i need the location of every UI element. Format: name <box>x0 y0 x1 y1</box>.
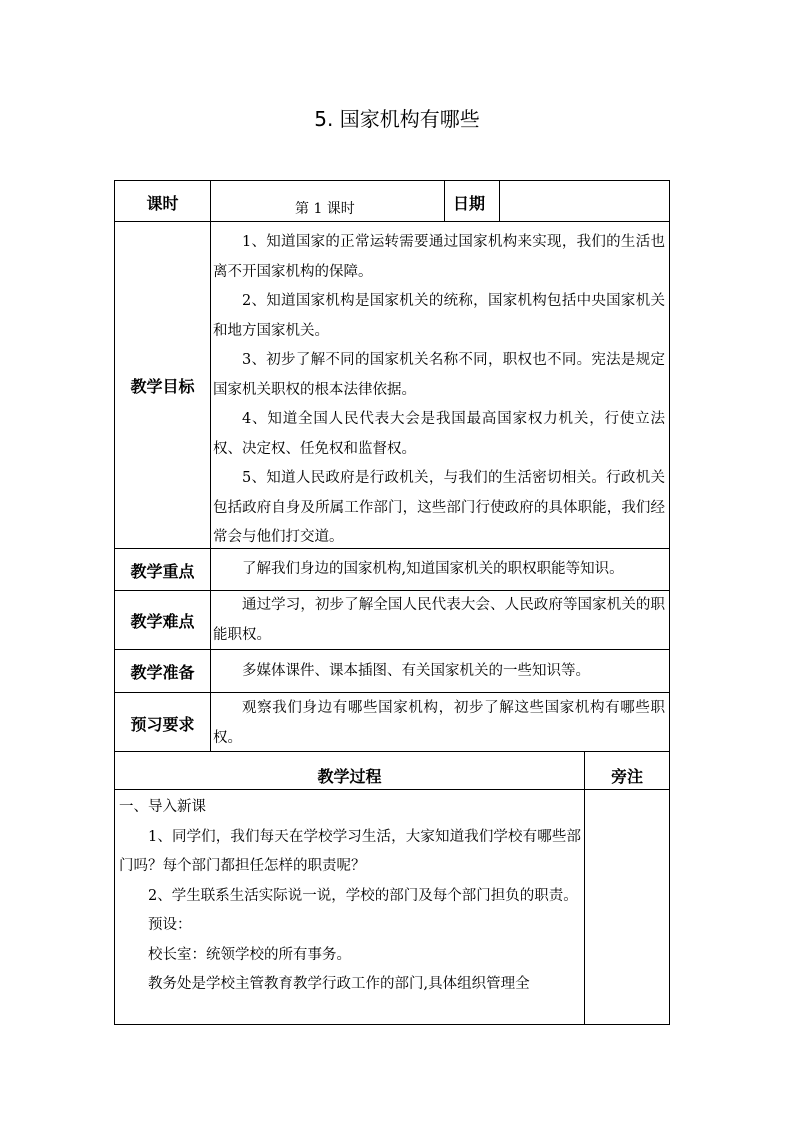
lesson-plan-table <box>114 180 670 1025</box>
process-header: 教学过程 <box>317 767 382 786</box>
key-point-label: 教学重点 <box>130 562 195 581</box>
objectives-label: 教学目标 <box>130 377 195 396</box>
column-divider <box>444 181 445 221</box>
preview-text: 观察我们身边有哪些国家机构，初步了解这些国家机构有哪些职权。 <box>213 700 665 746</box>
preparation-label: 教学准备 <box>130 663 195 682</box>
period-value: 第 1 课时 <box>295 201 355 217</box>
objective-item: 2、知道国家机构是国家机关的统称，国家机构包括中央国家机关和地方国家机关。 <box>213 293 665 339</box>
objectives-list <box>213 228 665 553</box>
process-paragraph: 预设： <box>148 917 192 933</box>
objective-item: 5、知道人民政府是行政机关，与我们的生活密切相关。行政机关包括政府自身及所属工作部门，这些部门行使政府的具体职能，我们经常会与他们打交道。 <box>213 470 665 545</box>
row-divider <box>115 789 669 790</box>
period-label: 课时 <box>146 194 179 213</box>
notes-header: 旁注 <box>610 767 643 786</box>
process-paragraph: 教务处是学校主管教育教学行政工作的部门,具体组织管理全 <box>148 976 530 992</box>
objective-item: 3、初步了解不同的国家机关名称不同，职权也不同。宪法是规定国家机关职权的根本法律依据。 <box>213 352 665 398</box>
process-body <box>119 793 581 1000</box>
process-paragraph: 校长室：统领学校的所有事务。 <box>148 946 351 963</box>
page-title: 5. 国家机构有哪些 <box>314 107 480 131</box>
row-divider <box>115 221 669 222</box>
column-divider <box>210 181 211 751</box>
process-paragraph: 2、学生联系生活实际说一说，学校的部门及每个部门担负的职责。 <box>148 887 578 904</box>
row-divider <box>115 692 669 693</box>
date-label: 日期 <box>453 194 486 213</box>
preparation-text: 多媒体课件、课本插图、有关国家机关的一些知识等。 <box>242 663 590 679</box>
section-title: 一、导入新课 <box>119 799 206 815</box>
objective-item: 4、知道全国人民代表大会是我国最高国家权力机关，行使立法权、决定权、任免权和监督权。 <box>213 411 665 457</box>
process-paragraph: 1、同学们，我们每天在学校学习生活，大家知道我们学校有哪些部门吗？每个部门都担任怎样的职责呢？ <box>119 828 581 874</box>
difficulty-text: 通过学习，初步了解全国人民代表大会、人民政府等国家机关的职能职权。 <box>213 597 665 643</box>
column-divider <box>499 181 500 221</box>
key-point-text: 了解我们身边的国家机构,知道国家机关的职权职能等知识。 <box>242 561 624 577</box>
column-divider <box>584 751 585 1025</box>
preview-label: 预习要求 <box>130 715 195 734</box>
objective-item: 1、知道国家的正常运转需要通过国家机构来实现，我们的生活也离不开国家机构的保障。 <box>213 234 665 280</box>
difficulty-label: 教学难点 <box>130 612 195 631</box>
